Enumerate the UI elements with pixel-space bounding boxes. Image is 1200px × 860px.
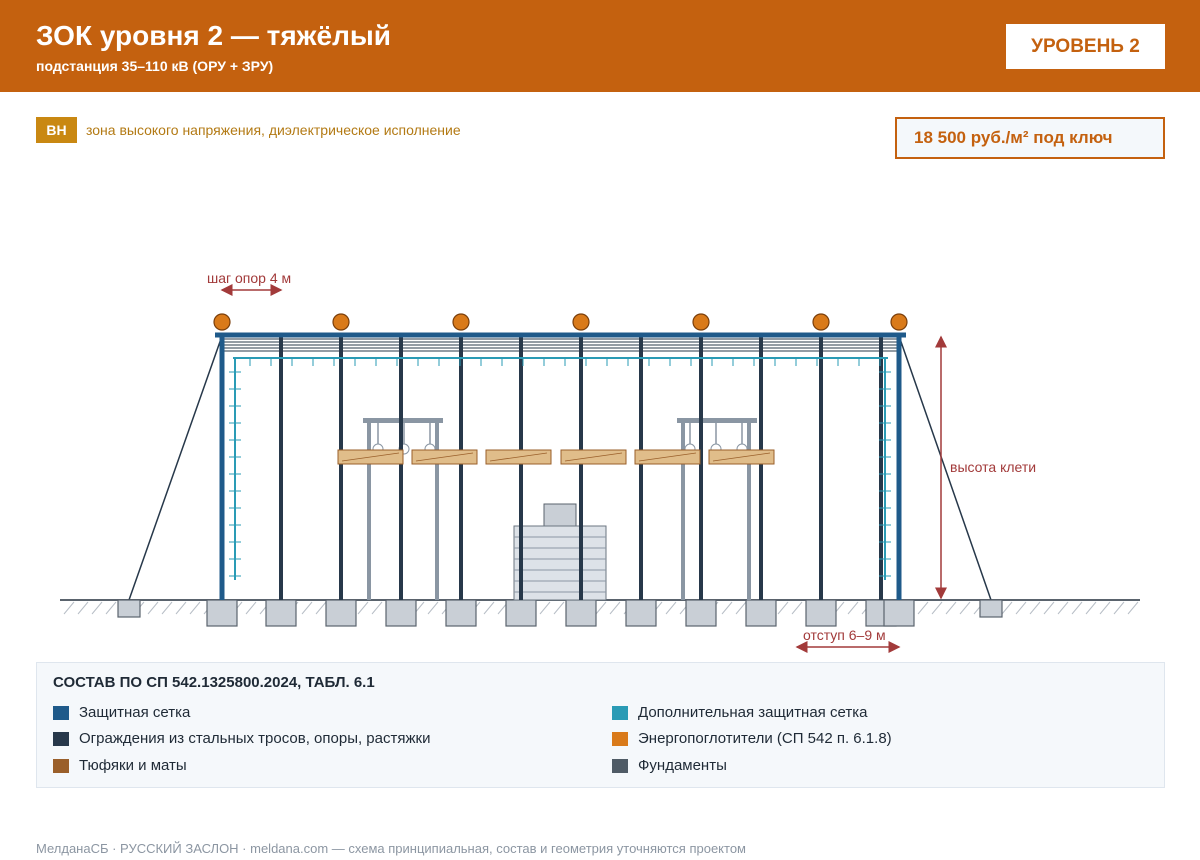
legend-swatch [612, 732, 628, 746]
energy-absorbers [214, 314, 907, 330]
equipment-gantry-right [677, 418, 757, 600]
mats [338, 450, 774, 464]
price-box: 18 500 руб./м² под ключ [895, 117, 1165, 159]
transformer [514, 504, 606, 600]
energy-absorber [333, 314, 349, 330]
foundation-block [884, 600, 914, 626]
energy-absorber [214, 314, 230, 330]
legend-label: Тюфяки и маты [79, 757, 187, 774]
foundation-block [506, 600, 536, 626]
steel-cables [222, 339, 899, 351]
foundations [118, 600, 1002, 626]
legend-swatch [53, 759, 69, 773]
legend-label: Фундаменты [638, 757, 727, 774]
legend-label: Дополнительная защитная сетка [638, 704, 868, 721]
legend-swatch [53, 732, 69, 746]
legend-item-energy-absorbers [612, 730, 892, 747]
page-subtitle: подстанция 35–110 кВ (ОРУ + ЗРУ) [36, 58, 274, 74]
legend-panel [36, 662, 1165, 788]
legend-swatch [612, 759, 628, 773]
page-title: ЗОК уровня 2 — тяжёлый [36, 20, 391, 51]
zone-tag: ВН [36, 117, 77, 143]
zone-description: зона высокого напряжения, диэлектрическое исполнение [86, 122, 461, 138]
energy-absorber [891, 314, 907, 330]
dim-cage-height-label: высота клети [950, 459, 1037, 475]
foundation-block [207, 600, 237, 626]
legend-swatch [612, 706, 628, 720]
guy-wire-left [129, 336, 222, 600]
dim-post-spacing-label: шаг опор 4 м [207, 270, 292, 286]
legend-label: Ограждения из стальных тросов, опоры, растяжки [79, 730, 431, 747]
dim-offset-label: отступ 6–9 м [803, 627, 886, 643]
legend-item-foundations [612, 757, 727, 774]
legend-item-mats [53, 757, 187, 774]
foundation-block [746, 600, 776, 626]
legend-label: Энергопоглотители (СП 542 п. 6.1.8) [638, 730, 892, 747]
legend-label: Защитная сетка [79, 704, 191, 721]
footer-note: МелданаСБ · РУССКИЙ ЗАСЛОН · meldana.com — схема принципиальная, состав и геометрия уточняются проектом [36, 841, 746, 856]
energy-absorber [693, 314, 709, 330]
legend-swatch [53, 706, 69, 720]
foundation-block [326, 600, 356, 626]
anchor-block [118, 600, 140, 617]
dim-post-spacing [207, 270, 291, 290]
foundation-block [386, 600, 416, 626]
foundation-block [266, 600, 296, 626]
dim-offset [797, 627, 899, 647]
foundation-block [806, 600, 836, 626]
energy-absorber [573, 314, 589, 330]
level-badge: УРОВЕНЬ 2 [1006, 24, 1165, 69]
foundation-block [686, 600, 716, 626]
dim-cage-height [941, 337, 1036, 598]
energy-absorber [453, 314, 469, 330]
anchor-block [980, 600, 1002, 617]
foundation-block [566, 600, 596, 626]
legend-item-additional-mesh [612, 704, 867, 721]
legend-item-protective-mesh [53, 704, 190, 721]
foundation-block [446, 600, 476, 626]
foundation-block [626, 600, 656, 626]
legend-item-steel-cables [53, 730, 430, 747]
energy-absorber [813, 314, 829, 330]
legend-title: СОСТАВ ПО СП 542.1325800.2024, ТАБЛ. 6.1 [53, 674, 375, 691]
